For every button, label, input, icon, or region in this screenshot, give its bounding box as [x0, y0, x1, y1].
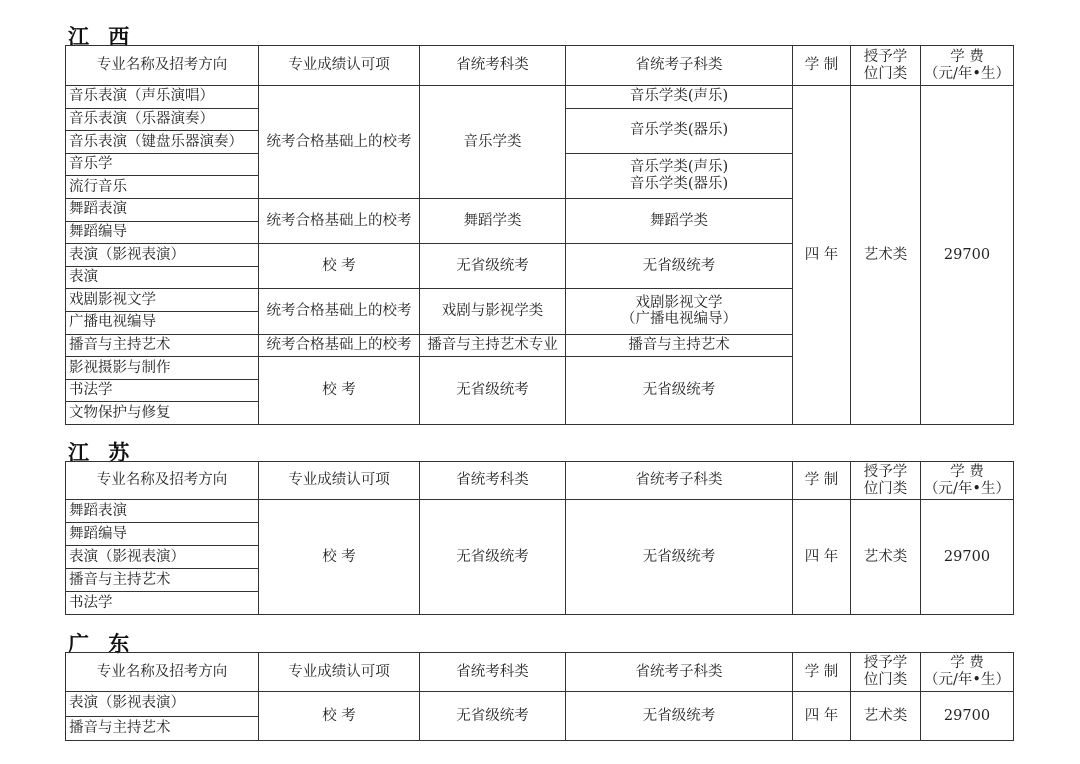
header-recognition: 专业成绩认可项	[259, 46, 420, 86]
cell-line: 音乐学类(器乐)	[629, 175, 729, 192]
table-row	[66, 692, 1014, 717]
cell-line: 无省级统考	[456, 382, 529, 399]
cell-line: 无省级统考	[456, 707, 529, 724]
fee-cell: 29700	[921, 86, 1014, 425]
major-name: 舞蹈表演	[66, 198, 259, 221]
cell-line: 音乐学类(器乐)	[629, 122, 729, 139]
exam-subcategory-cell	[566, 334, 793, 357]
cell-line: 统考合格基础上的校考	[266, 303, 412, 320]
fee-cell: 29700	[921, 692, 1014, 741]
cell-line: 统考合格基础上的校考	[266, 133, 412, 150]
cell-line: 校 考	[322, 548, 356, 565]
major-name: 播音与主持艺术	[66, 334, 259, 357]
exam-subcategory-cell	[566, 198, 793, 243]
cell-line: 舞蹈学类	[463, 212, 522, 229]
exam-category-cell	[420, 357, 566, 425]
header-exam-subcategory: 省统考子科类	[566, 462, 793, 500]
cell-line: （广播电视编导）	[621, 311, 737, 328]
section-title: 广 东	[68, 631, 136, 656]
major-name: 广播电视编导	[66, 311, 259, 334]
cell-line: 位门类	[863, 672, 908, 688]
header-degree	[851, 653, 921, 692]
cell-line: 无省级统考	[456, 257, 529, 274]
recognition-cell	[259, 289, 420, 334]
exam-subcategory-cell	[566, 692, 793, 741]
header-row	[66, 462, 1014, 500]
recognition-cell	[259, 357, 420, 425]
header-duration: 学 制	[793, 653, 851, 692]
exam-category-cell	[420, 244, 566, 289]
header-recognition: 专业成绩认可项	[259, 462, 420, 500]
admissions-table	[65, 652, 1014, 741]
header-exam-category: 省统考科类	[420, 653, 566, 692]
exam-subcategory-cell	[566, 244, 793, 289]
major-name: 流行音乐	[66, 176, 259, 199]
cell-line: 播音与主持艺术	[628, 336, 730, 353]
major-name: 舞蹈编导	[66, 221, 259, 244]
header-row	[66, 653, 1014, 692]
header-duration: 学 制	[793, 462, 851, 500]
major-name: 音乐表演（声乐演唱）	[66, 86, 259, 109]
exam-subcategory-cell	[566, 108, 793, 153]
major-name: 戏剧影视文学	[66, 289, 259, 312]
cell-line: 授予学	[863, 463, 908, 480]
cell-line: 无省级统考	[642, 382, 716, 399]
cell-line: （元/年•生）	[924, 672, 1010, 688]
cell-line: （元/年•生）	[924, 65, 1010, 82]
header-exam-subcategory: 省统考子科类	[566, 46, 793, 86]
recognition-cell	[259, 86, 420, 199]
major-name: 音乐表演（键盘乐器演奏）	[66, 131, 259, 154]
cell-line: 戏剧影视文学	[635, 294, 723, 311]
cell-line: 学 费	[950, 48, 984, 65]
major-name: 表演	[66, 266, 259, 289]
major-name: 音乐学	[66, 153, 259, 176]
cell-line: 音乐学类(声乐)	[629, 88, 729, 105]
exam-subcategory-cell	[566, 86, 793, 109]
degree-cell: 艺术类	[851, 692, 921, 741]
exam-category-cell	[420, 334, 566, 357]
major-name: 书法学	[66, 592, 259, 615]
header-fee	[921, 462, 1014, 500]
cell-line: 音乐学类	[463, 133, 522, 150]
header-exam-category: 省统考科类	[420, 46, 566, 86]
cell-line: 统考合格基础上的校考	[266, 212, 412, 229]
recognition-cell	[259, 334, 420, 357]
cell-line: 学 费	[950, 463, 984, 480]
degree-cell: 艺术类	[851, 86, 921, 425]
fee-cell: 29700	[921, 500, 1014, 615]
cell-line: 校 考	[322, 707, 356, 724]
cell-line: 无省级统考	[456, 548, 529, 565]
table-row	[66, 500, 1014, 523]
cell-line: 校 考	[322, 382, 356, 399]
section-title: 江 西	[68, 24, 136, 49]
header-major: 专业名称及招考方向	[66, 46, 259, 86]
cell-line: 授予学	[863, 48, 908, 65]
header-fee	[921, 46, 1014, 86]
major-name: 表演（影视表演）	[66, 692, 259, 717]
cell-line: 无省级统考	[642, 257, 716, 274]
header-exam-subcategory: 省统考子科类	[566, 653, 793, 692]
major-name: 表演（影视表演）	[66, 546, 259, 569]
exam-subcategory-cell	[566, 500, 793, 615]
header-fee	[921, 653, 1014, 692]
cell-line: 播音与主持艺术专业	[427, 336, 558, 353]
exam-category-cell	[420, 692, 566, 741]
cell-line: 戏剧与影视学类	[441, 303, 544, 320]
cell-line: 校 考	[322, 257, 356, 274]
exam-category-cell	[420, 198, 566, 243]
exam-category-cell	[420, 86, 566, 199]
cell-line: 无省级统考	[642, 548, 716, 565]
exam-subcategory-cell	[566, 357, 793, 425]
recognition-cell	[259, 198, 420, 243]
header-recognition: 专业成绩认可项	[259, 653, 420, 692]
header-degree	[851, 46, 921, 86]
cell-line: 位门类	[863, 65, 908, 82]
cell-line: 授予学	[863, 655, 908, 672]
table-row	[66, 86, 1014, 109]
recognition-cell	[259, 244, 420, 289]
header-degree	[851, 462, 921, 500]
cell-line: 位门类	[863, 480, 908, 497]
major-name: 表演（影视表演）	[66, 244, 259, 267]
major-name: 影视摄影与制作	[66, 357, 259, 380]
major-name: 播音与主持艺术	[66, 716, 259, 741]
major-name: 文物保护与修复	[66, 402, 259, 425]
recognition-cell	[259, 692, 420, 741]
duration-cell: 四 年	[793, 500, 851, 615]
cell-line: （元/年•生）	[924, 480, 1010, 497]
header-duration: 学 制	[793, 46, 851, 86]
exam-subcategory-cell	[566, 153, 793, 198]
recognition-cell	[259, 500, 420, 615]
exam-category-cell	[420, 289, 566, 334]
cell-line: 统考合格基础上的校考	[266, 336, 412, 353]
admissions-table	[65, 461, 1014, 615]
admissions-table	[65, 45, 1014, 425]
duration-cell: 四 年	[793, 692, 851, 741]
cell-line: 学 费	[950, 655, 984, 672]
header-major: 专业名称及招考方向	[66, 462, 259, 500]
duration-cell: 四 年	[793, 86, 851, 425]
header-row	[66, 46, 1014, 86]
major-name: 播音与主持艺术	[66, 569, 259, 592]
major-name: 书法学	[66, 379, 259, 402]
degree-cell: 艺术类	[851, 500, 921, 615]
exam-subcategory-cell	[566, 289, 793, 334]
major-name: 舞蹈编导	[66, 523, 259, 546]
cell-line: 音乐学类(声乐)	[629, 159, 729, 176]
cell-line: 舞蹈学类	[650, 212, 708, 229]
header-major: 专业名称及招考方向	[66, 653, 259, 692]
section-title: 江 苏	[68, 440, 136, 465]
major-name: 舞蹈表演	[66, 500, 259, 523]
exam-category-cell	[420, 500, 566, 615]
cell-line: 无省级统考	[642, 707, 716, 724]
major-name: 音乐表演（乐器演奏）	[66, 108, 259, 131]
header-exam-category: 省统考科类	[420, 462, 566, 500]
